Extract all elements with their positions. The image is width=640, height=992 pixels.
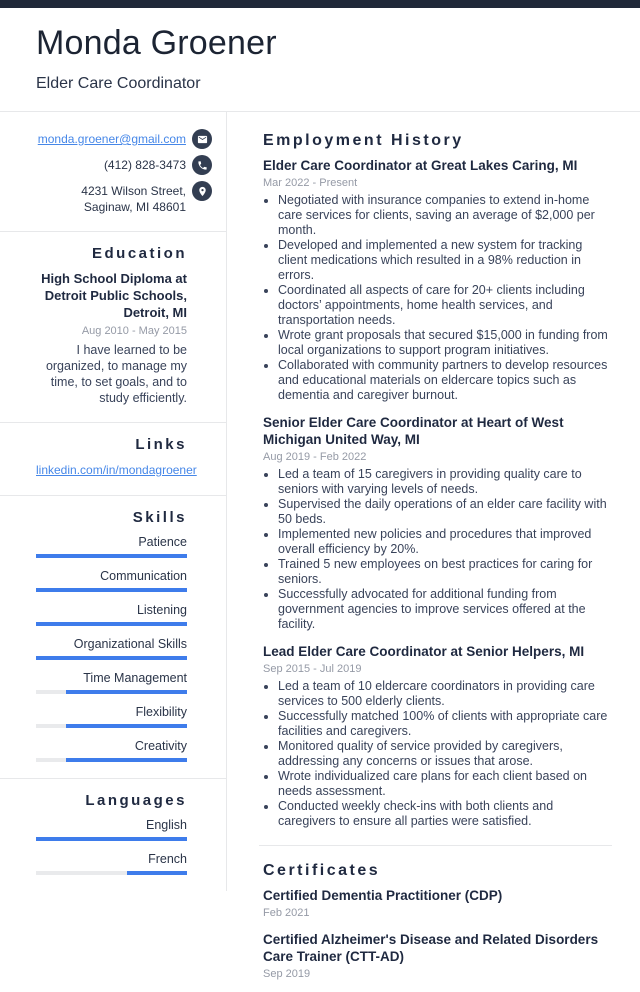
job-bullet: • Negotiated with insurance companies to extend in-home care services for clients, saving an average of $2,000 per month. <box>278 193 612 238</box>
contact-email-row <box>36 129 212 149</box>
top-accent-bar <box>0 0 640 8</box>
contact-phone-row <box>36 155 212 175</box>
skill-bar <box>36 690 187 694</box>
job-bullet: • Successfully matched 100% of clients with appropriate care facilities and caregivers. <box>278 709 612 739</box>
job-bullet: • Monitored quality of service provided by caregivers, addressing any concerns or issues that arose. <box>278 739 612 769</box>
links-section <box>0 423 226 496</box>
job-bullet-list <box>263 679 612 829</box>
job-bullet: • Successfully advocated for additional funding from government agencies to improve services offered at the facility. <box>278 587 612 632</box>
skill-label: Communication <box>100 569 187 583</box>
job-bullet: • Trained 5 new employees on best practices for caring for seniors. <box>278 557 612 587</box>
skill-label: Organizational Skills <box>73 637 187 651</box>
employment-heading: Employment History <box>263 132 464 149</box>
employment-section <box>263 132 612 829</box>
skill-label: Creativity <box>134 739 187 753</box>
skill-label: Patience <box>138 535 187 549</box>
job-dates: Mar 2022 - Present <box>263 177 358 189</box>
skill-item <box>36 704 187 728</box>
certificate-title: Certified Alzheimer's Disease and Related Disorders Care Trainer (CTT-AD) <box>263 932 599 964</box>
job-title: Lead Elder Care Coordinator at Senior Helpers, MI <box>263 644 585 659</box>
skill-bar <box>36 758 187 762</box>
phone-number: (412) 828-3473 <box>103 158 186 172</box>
language-label: English <box>146 818 187 832</box>
certificate-dates: Sep 2019 <box>263 968 311 980</box>
header <box>0 8 640 112</box>
job-bullet: • Wrote grant proposals that secured $15,000 in funding from local organizations to support program initiatives. <box>278 328 612 358</box>
skill-label: Listening <box>136 603 187 617</box>
job-dates: Sep 2015 - Jul 2019 <box>263 663 362 675</box>
contact-address-row <box>36 181 212 215</box>
language-item <box>36 851 187 875</box>
certificates-section <box>263 846 612 980</box>
email-text <box>36 129 186 147</box>
email-icon <box>192 129 212 149</box>
skill-label: Flexibility <box>135 705 187 719</box>
skill-bar <box>36 588 187 592</box>
job-bullet: • Led a team of 10 eldercare coordinators in providing care services to 500 elderly clients. <box>278 679 612 709</box>
job-bullet: • Supervised the daily operations of an elder care facility with 50 beds. <box>278 497 612 527</box>
language-label: French <box>148 852 187 866</box>
education-heading: Education <box>91 245 187 262</box>
languages-heading: Languages <box>85 792 187 809</box>
certificate-entry <box>263 887 612 919</box>
skill-item <box>36 568 187 592</box>
language-bar <box>36 837 187 841</box>
skills-section <box>0 496 226 779</box>
job-title: Elder Care Coordinator at Great Lakes Caring, MI <box>263 158 578 173</box>
job-bullet: • Implemented new policies and procedures that improved overall efficiency by 20%. <box>278 527 612 557</box>
education-description: I have learned to be organized, to manage my time, to set goals, and to study efficiently. <box>45 343 187 405</box>
certificate-title: Certified Dementia Practitioner (CDP) <box>263 888 503 903</box>
job-bullet: • Wrote individualized care plans for each client based on needs assessment. <box>278 769 612 799</box>
skills-heading: Skills <box>132 509 187 526</box>
certificate-entry <box>263 931 612 980</box>
job-title: Senior Elder Care Coordinator at Heart of West Michigan United Way, MI <box>263 415 564 447</box>
job-bullet-list <box>263 193 612 403</box>
skill-item <box>36 670 187 694</box>
language-bar <box>36 871 187 875</box>
phone-icon <box>192 155 212 175</box>
content-columns <box>0 112 640 992</box>
skill-item <box>36 738 187 762</box>
education-section <box>0 232 226 423</box>
skill-bar <box>36 622 187 626</box>
skill-item <box>36 534 187 558</box>
links-heading: Links <box>135 436 187 453</box>
sidebar <box>0 112 227 891</box>
education-degree: High School Diploma at Detroit Public Schools, Detroit, MI <box>41 271 187 320</box>
contact-section <box>0 112 226 232</box>
address-text: 4231 Wilson Street, Saginaw, MI 48601 <box>81 184 186 214</box>
skill-label: Time Management <box>83 671 187 685</box>
job-entry <box>263 157 612 403</box>
skill-item <box>36 636 187 660</box>
job-bullet: • Conducted weekly check-ins with both clients and caregivers to ensure all parties were satisfied. <box>278 799 612 829</box>
job-bullet: • Coordinated all aspects of care for 20+ clients including doctors’ appointments, home health services, and transportation needs. <box>278 283 612 328</box>
candidate-job-title: Elder Care Coordinator <box>36 75 201 92</box>
job-bullet: • Developed and implemented a new system for tracking client medications which resulted in a 98% reduction in errors. <box>278 238 612 283</box>
language-item <box>36 817 187 841</box>
skill-item <box>36 602 187 626</box>
skill-bar <box>36 656 187 660</box>
certificate-dates: Feb 2021 <box>263 907 310 919</box>
job-bullet: • Collaborated with community partners to develop resources and educational materials on eldercare topics such as dementia and caregiver burnout. <box>278 358 612 403</box>
linkedin-link[interactable]: linkedin.com/in/mondagroener <box>36 463 197 477</box>
candidate-name: Monda Groener <box>36 24 277 62</box>
job-entry <box>263 414 612 632</box>
location-icon <box>192 181 212 201</box>
skill-bar <box>36 554 187 558</box>
certificates-heading: Certificates <box>263 862 381 879</box>
job-dates: Aug 2019 - Feb 2022 <box>263 451 367 463</box>
job-entry <box>263 643 612 829</box>
languages-section <box>0 779 226 891</box>
email-link[interactable]: monda.groener@gmail.com <box>37 132 186 146</box>
main-column <box>227 112 640 992</box>
skill-bar <box>36 724 187 728</box>
job-bullet-list <box>263 467 612 632</box>
job-bullet: • Led a team of 15 caregivers in providing quality care to seniors with varying levels of needs. <box>278 467 612 497</box>
education-dates: Aug 2010 - May 2015 <box>81 325 187 337</box>
